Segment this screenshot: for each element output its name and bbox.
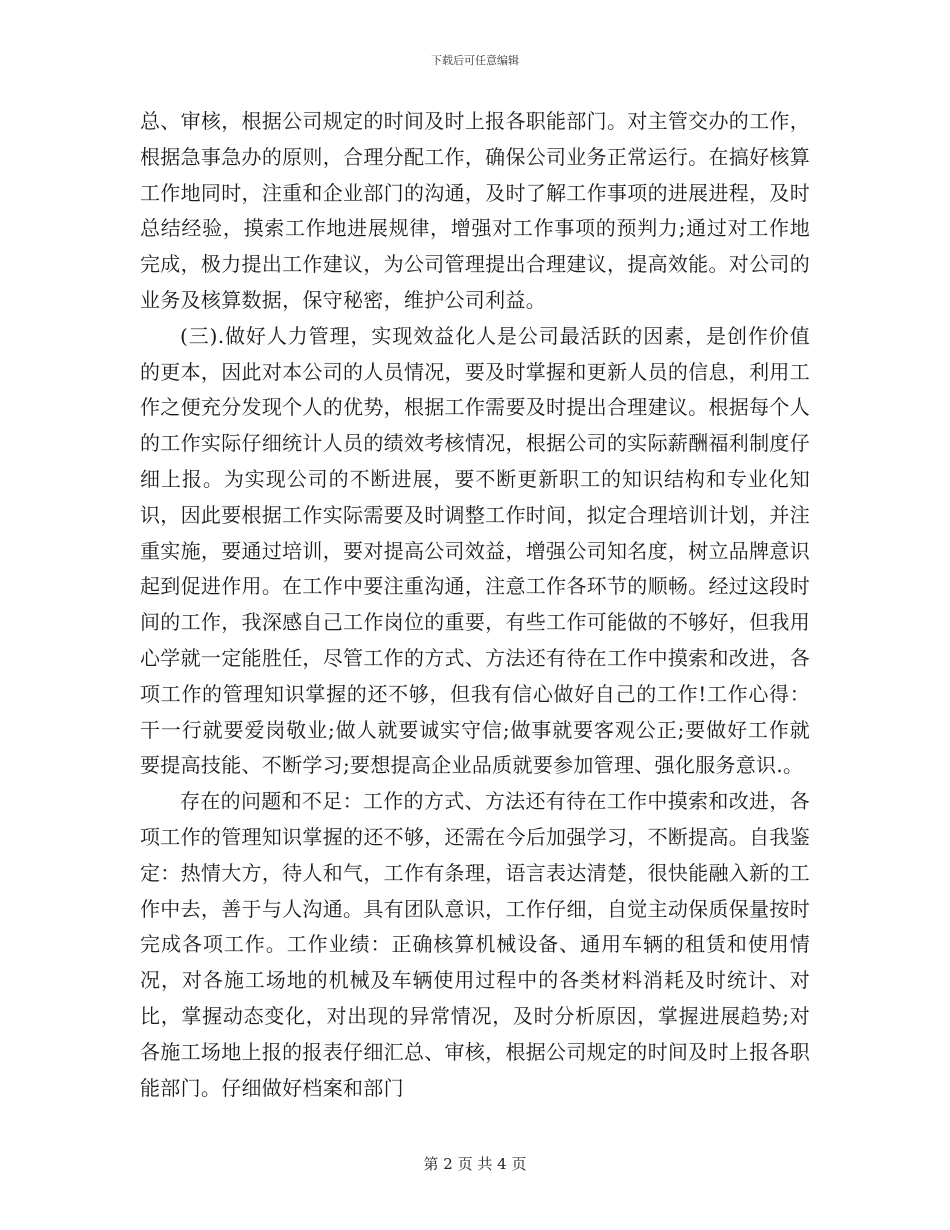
page-footer: 第 2 页 共 4 页: [423, 1155, 527, 1173]
paragraph-2: (三).做好人力管理，实现效益化人是公司最活跃的因素，是创作价值的更本，因此对本公司的人员情况，要及时掌握和更新人员的信息，利用工作之便充分发现个人的优势，根据工作需要及时提出合理建议。根据每个人的工作实际仔细统计人员的绩效考核情况，根据公司的实际薪酬福利制度仔细上报。为实现公司的不断进展，要不断更新职工的知识结构和专业化知识，因此要根据工作实际需要及时调整工作时间，拟定合理培训计划，并注重实施，要通过培训，要对提高公司效益，增强公司知名度，树立品牌意识起到促进作用。在工作中要注重沟通，注意工作各环节的顺畅。经过这段时间的工作，我深感自己工作岗位的重要，有些工作可能做的不够好，但我用心学就一定能胜任，尽管工作的方式、方法还有待在工作中摸索和改进，各项工作的管理知识掌握的还不够，但我有信心做好自己的工作!工作心得：干一行就要爱岗敬业;做人就要诚实守信;做事就要客观公正;要做好工作就要提高技能、不断学习;要想提高企业品质就要参加管理、强化服务意识.。: [140, 323, 810, 778]
paragraph-3: 存在的问题和不足：工作的方式、方法还有待在工作中摸索和改进，各项工作的管理知识掌握的还不够，还需在今后加强学习，不断提高。自我鉴定：热情大方，待人和气，工作有条理，语言表达清楚，很快能融入新的工作中去，善于与人沟通。具有团队意识，工作仔细，自觉主动保质保量按时完成各项工作。工作业绩：正确核算机械设备、通用车辆的租赁和使用情况，对各施工场地的机械及车辆使用过程中的各类材料消耗及时统计、对比，掌握动态变化，对出现的异常情况，及时分析原因，掌握进展趋势;对各施工场地上报的报表仔细汇总、审核，根据公司规定的时间及时上报各职能部门。仔细做好档案和部门: [140, 789, 810, 1100]
paragraph-1: 总、审核，根据公司规定的时间及时上报各职能部门。对主管交办的工作，根据急事急办的原则，合理分配工作，确保公司业务正常运行。在搞好核算工作地同时，注重和企业部门的沟通，及时了解工作事项的进展进程，及时总结经验，摸索工作地进展规律，增强对工作事项的预判力;通过对工作地完成，极力提出工作建议，为公司管理提出合理建议，提高效能。对公司的业务及核算数据，保守秘密，维护公司利益。: [140, 109, 810, 312]
document-body: [140, 104, 810, 1106]
page-header: 下载后可任意编辑: [431, 54, 519, 67]
